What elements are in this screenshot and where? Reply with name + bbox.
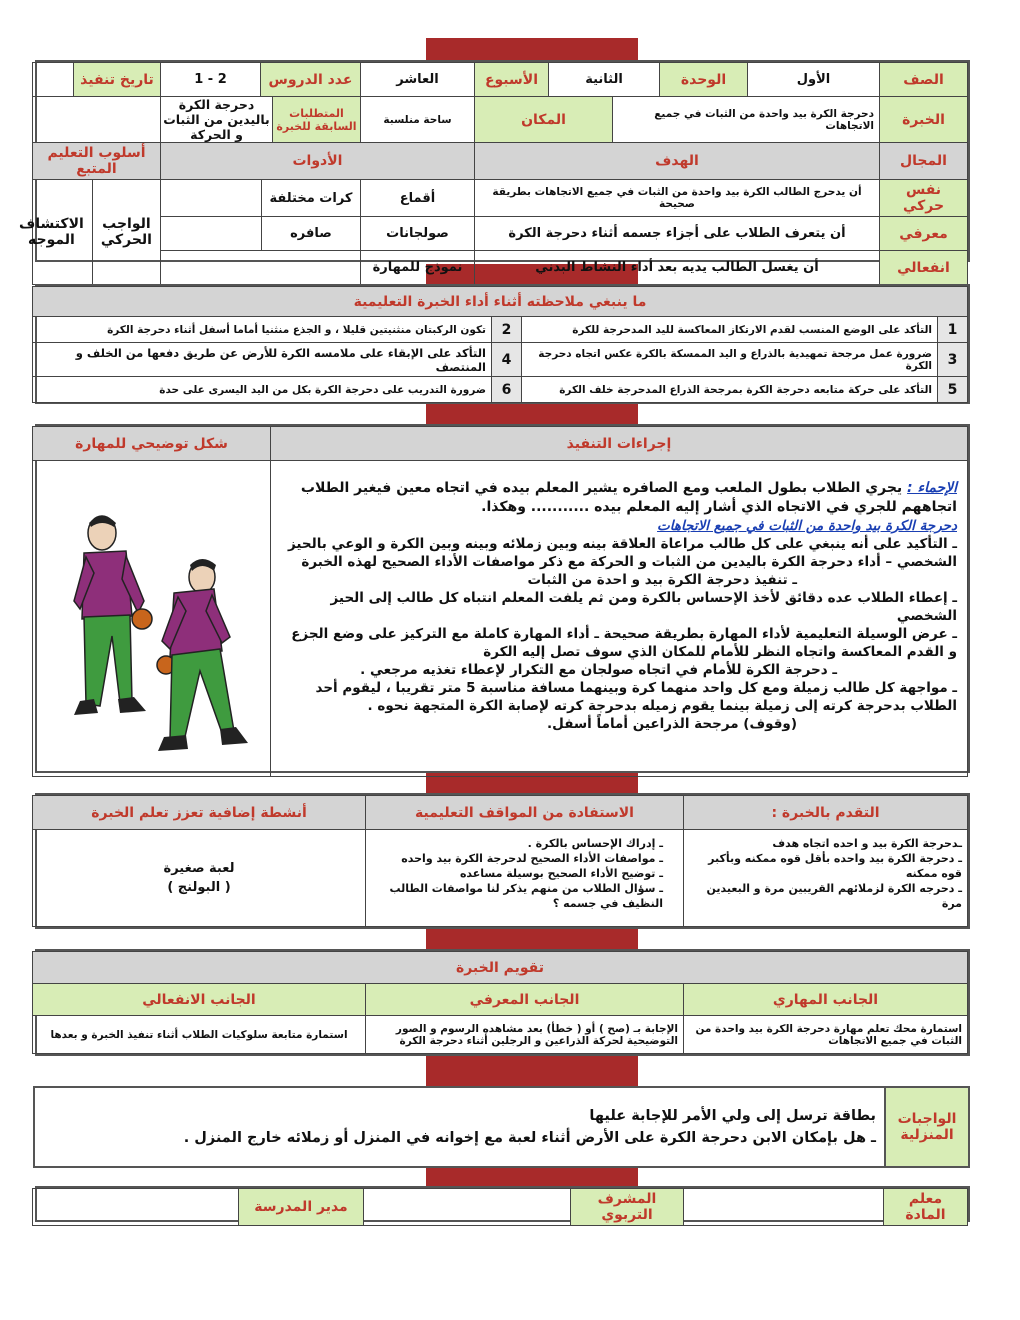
rolling-player-figure — [157, 559, 248, 751]
observation-item: تكون الركبتان منثنيتين قليلا ، و الجذع منثنيا أماما أسفل أثناء دحرجة الكرة — [33, 317, 492, 343]
homework-section — [35, 1086, 970, 1168]
lessons-value: 1 - 2 — [194, 72, 227, 87]
observation-item: التأكد على الإبقاء على ملامسه الكرة للأرض عن طريق دفعها من الخلف و المنتصف — [33, 343, 492, 377]
domain-header: المجال — [880, 143, 968, 180]
list-item: ـ إدراك الإحساس بالكرة . — [527, 837, 663, 850]
unit-value: الثانية — [548, 63, 659, 97]
benefits-header: الاستفادة من المواقف التعليمية — [366, 796, 684, 830]
date-value[interactable] — [33, 63, 73, 96]
homework-label: الواجبات المنزلية — [885, 1087, 969, 1167]
divider-red-bar-2 — [426, 404, 638, 424]
principal-signature-field[interactable] — [33, 1189, 239, 1226]
procedures-section — [35, 424, 970, 773]
place-label: المكان — [474, 97, 612, 143]
activity-bowling: ( البولنج ) — [167, 880, 231, 895]
procedure-step: (وقوف) مرجحة الذراعين أماماً أسفل. — [547, 716, 797, 732]
list-item: ـ دحرجة الكرة بيد واحده بأقل قوه ممكنه وبأكبر قوه ممكنه — [708, 852, 962, 880]
tool-balls: كرات مختلفة — [261, 180, 360, 216]
style-header: أسلوب التعليم المتبع — [32, 143, 160, 180]
divider-red-bar-6 — [426, 1168, 638, 1186]
supervisor-label: المشرف التربوي — [571, 1189, 684, 1226]
skill-aspect-text: استمارة محك تعلم مهارة دحرجة الكرة بيد واحدة من الثبات في جميع الاتجاهات — [684, 1016, 968, 1054]
style-motor-task: الواجب الحركي — [92, 180, 160, 284]
activities-header: أنشطة إضافية تعزز تعلم الخبرة — [33, 796, 366, 830]
activities-cell — [33, 830, 366, 927]
domain-affective: انفعالي — [880, 251, 968, 285]
observation-number: 2 — [492, 317, 522, 343]
date-label: تاريخ تنفيذ — [73, 63, 160, 96]
procedure-step: ـ التأكيد على أنه ينبغي على كل طالب مراعاة العلاقة بينه وبين زملائه وبينه وبين الكرة و الوعي بالحيز الشخصي – أداء دحرجة الكرة باليدين من الثبات و الحركة مع ذكر مواصفات الأداء الصحيح لهذه الخبرة — [288, 536, 957, 570]
domain-psychomotor: نفس حركي — [880, 180, 968, 217]
observation-item: التأكد على الوضع المنسب لقدم الارتكاز المعاكسة لليد المدحرجة للكرة — [522, 317, 938, 343]
cognitive-aspect-text: الإجابة بـ (صح ) أو ( خطأ) بعد مشاهده الرسوم و الصور التوضيحية لحركة الذراعين و الرجلين أثناء دحرجة الكرة — [366, 1016, 684, 1054]
homework-body — [34, 1087, 885, 1167]
procedure-step: ـ إعطاء الطلاب عده دقائق لأخذ الإحساس بالكرة ومن ثم يلفت المعلم انتباه كل طالب إلى الحيز الشخصي — [330, 590, 957, 624]
observation-item: ضرورة عمل مرجحة تمهيدية بالذراع و اليد الممسكة بالكرة عكس اتجاه دحرجة الكرة — [522, 343, 938, 377]
observation-item: ضرورة التدريب على دحرجة الكرة بكل من اليد اليسرى على حدة — [33, 377, 492, 403]
observations-section — [35, 284, 970, 404]
progress-list — [684, 830, 968, 927]
observation-item: التأكد على حركة متابعه دحرجة الكرة بمرجحة الذراع المدحرجة خلف الكرة — [522, 377, 938, 403]
procedure-step: ـ تنفيذ دحرجة الكرة بيد و احدة من الثبات — [527, 572, 797, 588]
procedure-subheading: دحرجة الكرة بيد واحدة من الثبات في جميع الاتجاهات — [657, 518, 957, 534]
lessons-label: عدد الدروس — [260, 63, 360, 96]
procedure-step: ـ عرض الوسيلة التعليمية لأداء المهارة بطريقة صحيحة ـ أداء المهارة كاملة مع التركيز على وضع الجزع و القدم المعاكسة واتجاه النظر للأمام للمكان الذي سوف تصل إليه الكرة — [291, 626, 957, 660]
list-item: ـ سؤال الطلاب من منهم يذكر لنا مواصفات الطالب النظيف في جسمه ؟ — [389, 882, 663, 910]
place-value: ساحة منلسبة — [360, 97, 474, 143]
warmup-label: الإحماء : — [907, 480, 957, 496]
standing-player-figure — [74, 516, 152, 715]
list-item: ـ دحرجه الكرة لزملائهم القريبين مرة و البعيدين مرة — [706, 882, 962, 910]
observation-number: 5 — [938, 377, 968, 403]
observation-number: 1 — [938, 317, 968, 343]
goal-header: الهدف — [474, 143, 879, 180]
divider-red-bar-5 — [426, 1056, 638, 1086]
procedures-header: إجراءات التنفيذ — [271, 427, 968, 461]
tool-whistle: صافره — [261, 217, 360, 250]
unit-label: الوحدة — [660, 63, 748, 97]
procedures-body — [271, 461, 968, 777]
signatures-section — [35, 1186, 970, 1222]
list-item: ـ توضيح الأداء الصحيح بوسيلة مساعده — [459, 867, 663, 880]
class-label: الصف — [880, 63, 968, 97]
activity-game: لعبة صغيرة — [163, 861, 235, 876]
ball-rolling-figure-illustration — [34, 461, 270, 773]
goal-cognitive: أن يتعرف الطلاب على أجزاء جسمه أثناء دحرجة الكرة — [474, 217, 879, 251]
warmup-text: يجري الطلاب بطول الملعب ومع الصافره يشير المعلم بيده في اتجاه معين فيغير الطلاب اتجاههم للجري في الاتجاه الذي أشار إليه المعلم بيده ........... وهكذا. — [300, 480, 957, 515]
goal-affective: أن يغسل الطالب يديه بعد أداء النشاط البدني — [474, 251, 879, 285]
observation-number: 3 — [938, 343, 968, 377]
teacher-label: معلم المادة — [884, 1189, 968, 1226]
teacher-signature-field[interactable] — [684, 1189, 884, 1226]
supervisor-signature-field[interactable] — [364, 1189, 571, 1226]
cognitive-aspect-label: الجانب المعرفي — [366, 984, 684, 1016]
tools-header: الأدوات — [160, 143, 474, 180]
skill-illustration — [33, 461, 271, 777]
domain-cognitive: معرفي — [880, 217, 968, 251]
week-value: العاشر — [360, 63, 474, 97]
prereq-value: دحرجة الكرة باليدين من الثبات و الحركة — [163, 97, 270, 142]
evaluation-section — [35, 949, 970, 1056]
skill-aspect-label: الجانب المهاري — [684, 984, 968, 1016]
progress-header: التقدم بالخبرة : — [684, 796, 968, 830]
figure-header: شكل توضيحي للمهارة — [33, 427, 271, 461]
class-value: الأول — [748, 63, 880, 97]
style-guided-discovery: الاكتشاف الموجه — [18, 216, 84, 248]
list-item: ـدحرجة الكرة بيد و احده اتجاه هدف — [772, 837, 962, 850]
observation-number: 4 — [492, 343, 522, 377]
goal-psychomotor: أن يدحرج الطالب الكرة بيد واحدة من الثبات في جميع الاتجاهات بطريقة صحيحة — [474, 180, 879, 217]
experience-label: الخبرة — [880, 97, 968, 143]
top-red-bar — [426, 38, 638, 60]
progress-section — [35, 793, 970, 929]
observations-title: ما ينبغي ملاحظته أثناء أداء الخبرة التعليمية — [33, 287, 968, 317]
observation-number: 6 — [492, 377, 522, 403]
lesson-header-section — [18, 60, 970, 276]
homework-line: بطاقة ترسل إلى ولي الأمر للإجابة عليها — [589, 1108, 876, 1124]
affective-aspect-text: استمارة متابعة سلوكيات الطلاب أثناء تنفيذ الخبرة و بعدها — [32, 1016, 365, 1054]
tool-cones: أقماع — [360, 180, 474, 217]
week-label: الأسبوع — [474, 63, 548, 97]
tool-model: نموذج للمهارة — [360, 251, 474, 285]
prereq-label: المتطلبات السابقة للخبرة — [272, 97, 360, 142]
experience-value: دحرجة الكرة بيد واحدة من الثبات في جميع الاتجاهات — [613, 97, 880, 143]
list-item: ـ مواصفات الأداء الصحيح لدحرجة الكرة بيد واحده — [401, 852, 663, 865]
procedure-step: ـ دحرجة الكرة للأمام في اتجاه صولجان مع التكرار لإعطاء تغذيه مرجعي . — [360, 662, 837, 678]
principal-label: مدير المدرسة — [239, 1189, 364, 1226]
benefits-list — [366, 830, 684, 927]
warmup-paragraph — [281, 479, 957, 517]
procedure-step: ـ مواجهة كل طالب زميلة ومع كل واحد منهما كرة وبينهما مسافة مناسبة 5 متر تقريبا ، ليقوم أحد الطلاب بدحرجة كرته إلى زميلة بينما يقوم زميله بدحرجة كرته لإصابة الكرة المتجهة نحوه . — [315, 680, 957, 714]
divider-red-bar-4 — [426, 929, 638, 949]
tool-scepters: صولجانات — [360, 217, 474, 251]
affective-aspect-label: الجانب الانفعالي — [32, 984, 365, 1016]
evaluation-title: تقويم الخبرة — [32, 952, 967, 984]
homework-line: ـ هل بإمكان الابن دحرجة الكرة على الأرض أثناء لعبة مع إخوانه في المنزل أو زملائه خارج المنزل . — [183, 1130, 876, 1146]
